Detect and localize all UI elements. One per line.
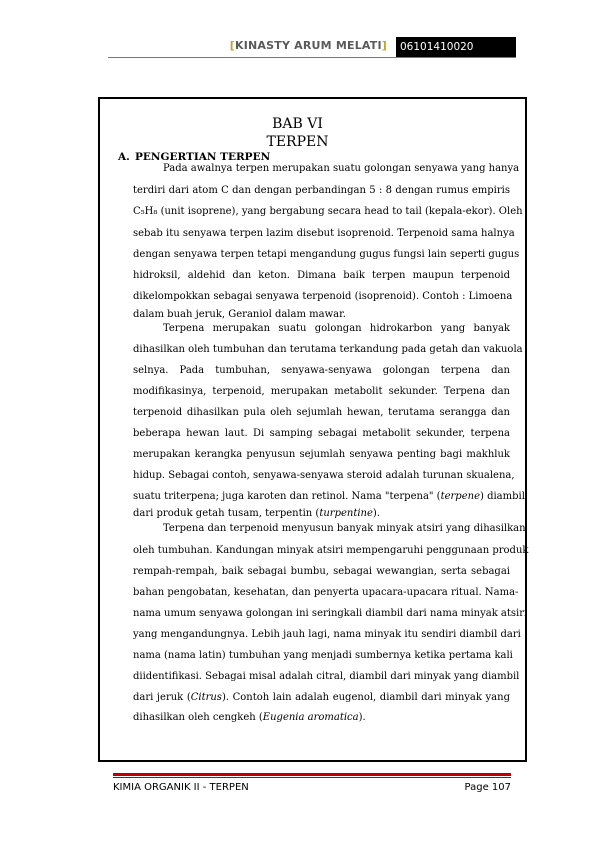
paragraph-line: merupakan kerangka penyusun sejumlah senyawa penting bagi makhluk bbox=[133, 449, 510, 460]
paragraph-line: nama (nama latin) tumbuhan yang menjadi sumbernya ketika pertama kali bbox=[133, 650, 513, 661]
header-author bbox=[230, 39, 387, 52]
paragraph-line: yang mengandungnya. Lebih jauh lagi, nama minyak itu sendiri diambil dari bbox=[133, 629, 521, 640]
page-number: Page 107 bbox=[464, 782, 511, 793]
paragraph-line: dihasilkan oleh tumbuhan dan terutama terkandung pada getah dan vakuola bbox=[133, 344, 523, 355]
paragraph-line: terpenoid dihasilkan pula oleh sejumlah hewan, terutama serangga dan bbox=[133, 407, 510, 418]
paragraph-line: selnya. Pada tumbuhan, senyawa-senyawa golongan terpena dan bbox=[133, 365, 510, 376]
footer-course: KIMIA ORGANIK II - TERPEN bbox=[113, 782, 249, 793]
paragraph-line: terdiri dari atom C dan dengan perbandingan 5 : 8 dengan rumus empiris bbox=[133, 185, 510, 196]
paragraph-line: rempah-rempah, baik sebagai bumbu, sebagai wewangian, serta sebagai bbox=[133, 566, 510, 577]
paragraph-line: Pada awalnya terpen merupakan suatu golongan senyawa yang hanya bbox=[163, 163, 520, 174]
paragraph-line: dari jeruk (Citrus). Contoh lain adalah eugenol, diambil dari minyak yang bbox=[133, 692, 510, 703]
chapter-number: BAB VI bbox=[272, 116, 323, 132]
paragraph-line: C₅H₈ (unit isoprene), yang bergabung secara head to tail (kepala-ekor). Oleh bbox=[133, 206, 523, 217]
section-title: PENGERTIAN TERPEN bbox=[135, 151, 271, 163]
paragraph-line: dikelompokkan sebagai senyawa terpenoid (isoprenoid). Contoh : Limoena bbox=[133, 291, 513, 302]
paragraph-line: dihasilkan oleh cengkeh (Eugenia aromatica). bbox=[133, 712, 366, 723]
paragraph-line: Terpena merupakan suatu golongan hidrokarbon yang banyak bbox=[163, 323, 510, 334]
section-heading bbox=[118, 151, 270, 163]
bracket-open: [ bbox=[229, 39, 235, 52]
section-number: A. bbox=[118, 151, 130, 163]
paragraph-line: Terpena dan terpenoid menyusun banyak minyak atsiri yang dihasilkan bbox=[163, 523, 526, 534]
paragraph-line: sebab itu senyawa terpen lazim disebut isoprenoid. Terpenoid sama halnya bbox=[133, 228, 515, 239]
student-id: 06101410020 bbox=[396, 37, 516, 57]
paragraph-line: beberapa hewan laut. Di samping sebagai metabolit sekunder, terpena bbox=[133, 428, 510, 439]
footer-divider bbox=[113, 773, 511, 776]
paragraph-line: hidup. Sebagai contoh, senyawa-senyawa steroid adalah turunan skualena, bbox=[133, 470, 515, 481]
footer-divider-thin bbox=[113, 777, 511, 778]
paragraph-line: hidroksil, aldehid dan keton. Dimana baik terpen maupun terpenoid bbox=[133, 270, 510, 281]
paragraph-line: dari produk getah tusam, terpentin (turpentine). bbox=[133, 508, 380, 519]
paragraph-line: suatu triterpena; juga karoten dan retinol. Nama "terpena" (terpene) diambil bbox=[133, 491, 525, 502]
header-divider bbox=[108, 57, 516, 58]
chapter-title: TERPEN bbox=[266, 134, 329, 150]
paragraph-line: dalam buah jeruk, Geraniol dalam mawar. bbox=[133, 309, 346, 320]
author-name: KINASTY ARUM MELATI bbox=[234, 39, 382, 52]
paragraph-line: oleh tumbuhan. Kandungan minyak atsiri mempengaruhi penggunaan produk bbox=[133, 545, 529, 556]
paragraph-line: modifikasinya, terpenoid, merupakan metabolit sekunder. Terpena dan bbox=[133, 386, 510, 397]
paragraph-line: nama umum senyawa golongan ini seringkali diambil dari nama minyak atsiri bbox=[133, 608, 528, 619]
page-header bbox=[108, 37, 516, 57]
bracket-close: ] bbox=[381, 39, 387, 52]
paragraph-line: dengan senyawa terpen tetapi mengandung gugus fungsi lain seperti gugus bbox=[133, 249, 520, 260]
paragraph-line: bahan pengobatan, kesehatan, dan penyerta upacara-upacara ritual. Nama- bbox=[133, 587, 519, 598]
paragraph-line: diidentifikasi. Sebagai misal adalah citral, diambil dari minyak yang diambil bbox=[133, 671, 520, 682]
